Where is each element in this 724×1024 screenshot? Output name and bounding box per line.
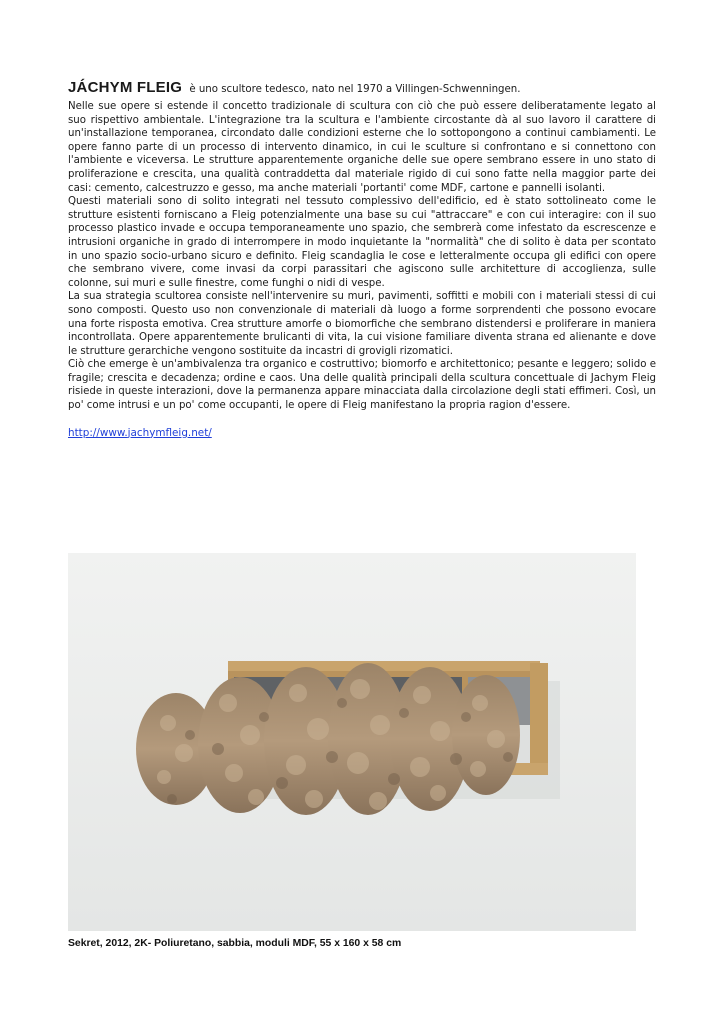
paragraph-1: Nelle sue opere si estende il concetto tradizionale di scultura con ciò che può essere deliberatamente legato al suo rispettivo ambientale. L'integrazione tra la scultura e l'ambiente circostante dà al suo lavoro il carattere di un'installazione temporanea, circondato dalle condizioni esterne che lo sottopongono a continui cambiamenti. Le opere fanno parte di un processo di intervento dinamico, in cui le sculture si confrontano e si connettono con l'ambiente e viceversa. Le strutture apparentemente organiche delle sue opere sembrano essere in uno stato di proliferazione e crescita, una qualità contraddetta dal materiale rigido di cui sono fatte nella maggior parte dei casi: cemento, calcestruzzo e gesso, ma anche materiali 'portanti' come MDF, cartone e pannelli isolanti. <box>68 101 656 194</box>
sculpture-illustration <box>68 553 636 931</box>
artist-intro: è uno scultore tedesco, nato nel 1970 a Villingen-Schwenningen. <box>189 84 521 95</box>
website-line <box>68 427 656 441</box>
figure-caption: Sekret, 2012, 2K- Poliuretano, sabbia, moduli MDF, 55 x 160 x 58 cm <box>68 938 402 949</box>
artist-name: JÁCHYM FLEIG <box>68 79 183 96</box>
article-heading <box>68 80 656 98</box>
sculpture-photo <box>68 553 636 931</box>
paragraph-3: La sua strategia scultorea consiste nell'intervenire su muri, pavimenti, soffitti e mobili con i materiali stessi di cui sono composti. Questo uso non convenzionale di materiali dà luogo a forme sorprendenti che possono evocare una forte risposta emotiva. Crea strutture amorfe o biomorfiche che sembrano distendersi e proliferare in maniera incontrollata. Opere apparentemente brulicanti di vita, la cui visione familiare diventa strana ed alienante e dove le strutture gerarchiche vengono sostituite da incastri di grovigli rizomatici. <box>68 291 656 357</box>
artist-website-link[interactable]: http://www.jachymfleig.net/ <box>68 426 212 439</box>
paragraph-4: Ciò che emerge è un'ambivalenza tra organico e costruttivo; biomorfo e architettonico; pesante e leggero; solido e fragile; crescita e decadenza; ordine e caos. Una delle qualità principali della scultura concettuale di Jachym Fleig risiede in queste interazioni, dove la permanenza appare minacciata dalla circolazione degli stati effimeri. Così, un po' come intrusi e un po' come occupanti, le opere di Fleig manifestano la propria ragion d'essere. <box>68 359 656 412</box>
paragraph-2: Questi materiali sono di solito integrati nel tessuto complessivo dell'edificio, ed è stato sottolineato come le strutture esistenti forniscano a Fleig potenzialmente una base su cui "attraccare" e con cui interagire: con il suo processo plastico invade e occupa temporaneamente uno spazio, che sembrerà come infestato da escrescenze e intrusioni organiche in grado di interrompere in modo inquietante la "normalità" che di solito è data per scontato in uno spazio socio-urbano sicuro e definito. Fleig scandaglia le cose e letteralmente occupa gli edifici con opere che sembrano vivere, come invasi da corpi parassitari che agiscono sulle architetture di accoglienza, sulle colonne, sui muri e sulle finestre, come funghi o nidi di vespe. <box>68 196 656 289</box>
article-body <box>68 80 656 440</box>
